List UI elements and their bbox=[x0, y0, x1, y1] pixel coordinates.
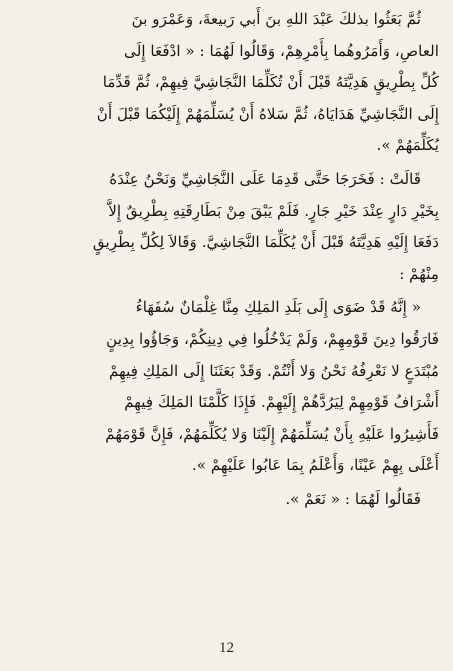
paragraph-3 bbox=[14, 292, 439, 482]
text-line: كُلِّ بِطْرِيقٍ هَدِيَّتَهُ قَبْلَ أَنْ تُكَلِّمَا النَّجَاشِيَّ فِيهِمْ، ثُمَّ قَدِّمَا bbox=[102, 73, 439, 92]
text-line: فَارَقُوا دِينَ قَوْمِهِمْ، وَلَمْ يَدْخُلُوا فِي دِينِكُمْ، وَجَاؤُوا بِدِينٍ bbox=[106, 329, 439, 348]
text-line: قَالَتْ : فَخَرَجَا حَتَّى قَدِمَا عَلَى النَّجَاشِيِّ وَنَحْنُ عِنْدَهُ bbox=[109, 169, 421, 188]
paragraph-2 bbox=[14, 164, 439, 290]
text-line: مِنْهُمْ : bbox=[399, 264, 439, 283]
text-line: « إِنَّهُ قَدْ ضَوَى إِلَى بَلَدِ المَلِكِ مِنَّا غِلْمَانٌ سُفَهَاءُ bbox=[135, 298, 421, 317]
text-line: إِلَى النَّجَاشِيِّ هَدَايَاهُ، ثُمَّ سَلاهُ أَنْ يُسَلِّمَهُمْ إِلَيْكُمَا قَبْلَ أَنْ bbox=[96, 104, 439, 123]
text-line: يُكَلِّمَهُمْ ». bbox=[376, 136, 439, 155]
text-line: بِخَيْرِ دَارٍ عِنْدَ خَيْرِ جَارٍ. فَلَمْ يَبْقَ مِنْ بَطَارِقَتِهِ بِطْرِيقٌ إِلاَّ bbox=[108, 201, 439, 220]
paragraph-4 bbox=[14, 484, 439, 516]
page-number: 12 bbox=[219, 640, 234, 656]
text-line: العاصِ، وَأَمَرُوهُما بِأَمْرِهِمْ، وَقَالُوا لَهُمَا : « ادْفَعَا إِلَى bbox=[124, 41, 439, 60]
text-line: فَأَشِيرُوا عَلَيْهِ بِأَنْ يُسَلِّمَهُمْ إِلَيْنَا وَلا يُكَلِّمَهُمْ، فَإِنَّ قَوْمَهُمْ bbox=[105, 424, 439, 443]
body-text bbox=[14, 4, 439, 518]
paragraph-1 bbox=[14, 4, 439, 162]
text-line: دَفَعَا إِلَيْهِ هَدِيَّتَهُ قَبْلَ أَنْ يُكَلِّمَا النَّجَاشِيَّ. وَقَالاَ لِكُلِّ بِطْرِيقٍ bbox=[92, 233, 439, 252]
text-line: أَشْرَافُ قَوْمِهِمْ لِيَرُدَّهُمْ إِلَيْهِمْ. فَإِذَا كَلَّمْنَا المَلِكَ فِيهِمْ bbox=[124, 393, 439, 412]
text-line: أَعْلَى بِهِمْ عَيْنًا، وَأَعْلَمُ بِمَا عَابُوا عَلَيْهِمْ ». bbox=[191, 456, 439, 475]
text-line: فَقَالُوا لَهُمَا : « نَعَمْ ». bbox=[285, 489, 421, 508]
text-line: مُبْتَدَعٍ لا نَعْرِفُهُ نَحْنُ وَلا أَنْتُمْ. وَقَدْ بَعَثَنَا إِلَى المَلِكِ فِيهِمْ bbox=[109, 361, 439, 380]
text-line: ثُمَّ بَعَثُوا بذلكَ عَبْدَ اللهِ بنَ أَبي رَبيعةَ، وَعَمْرَو بنَ bbox=[131, 10, 421, 28]
